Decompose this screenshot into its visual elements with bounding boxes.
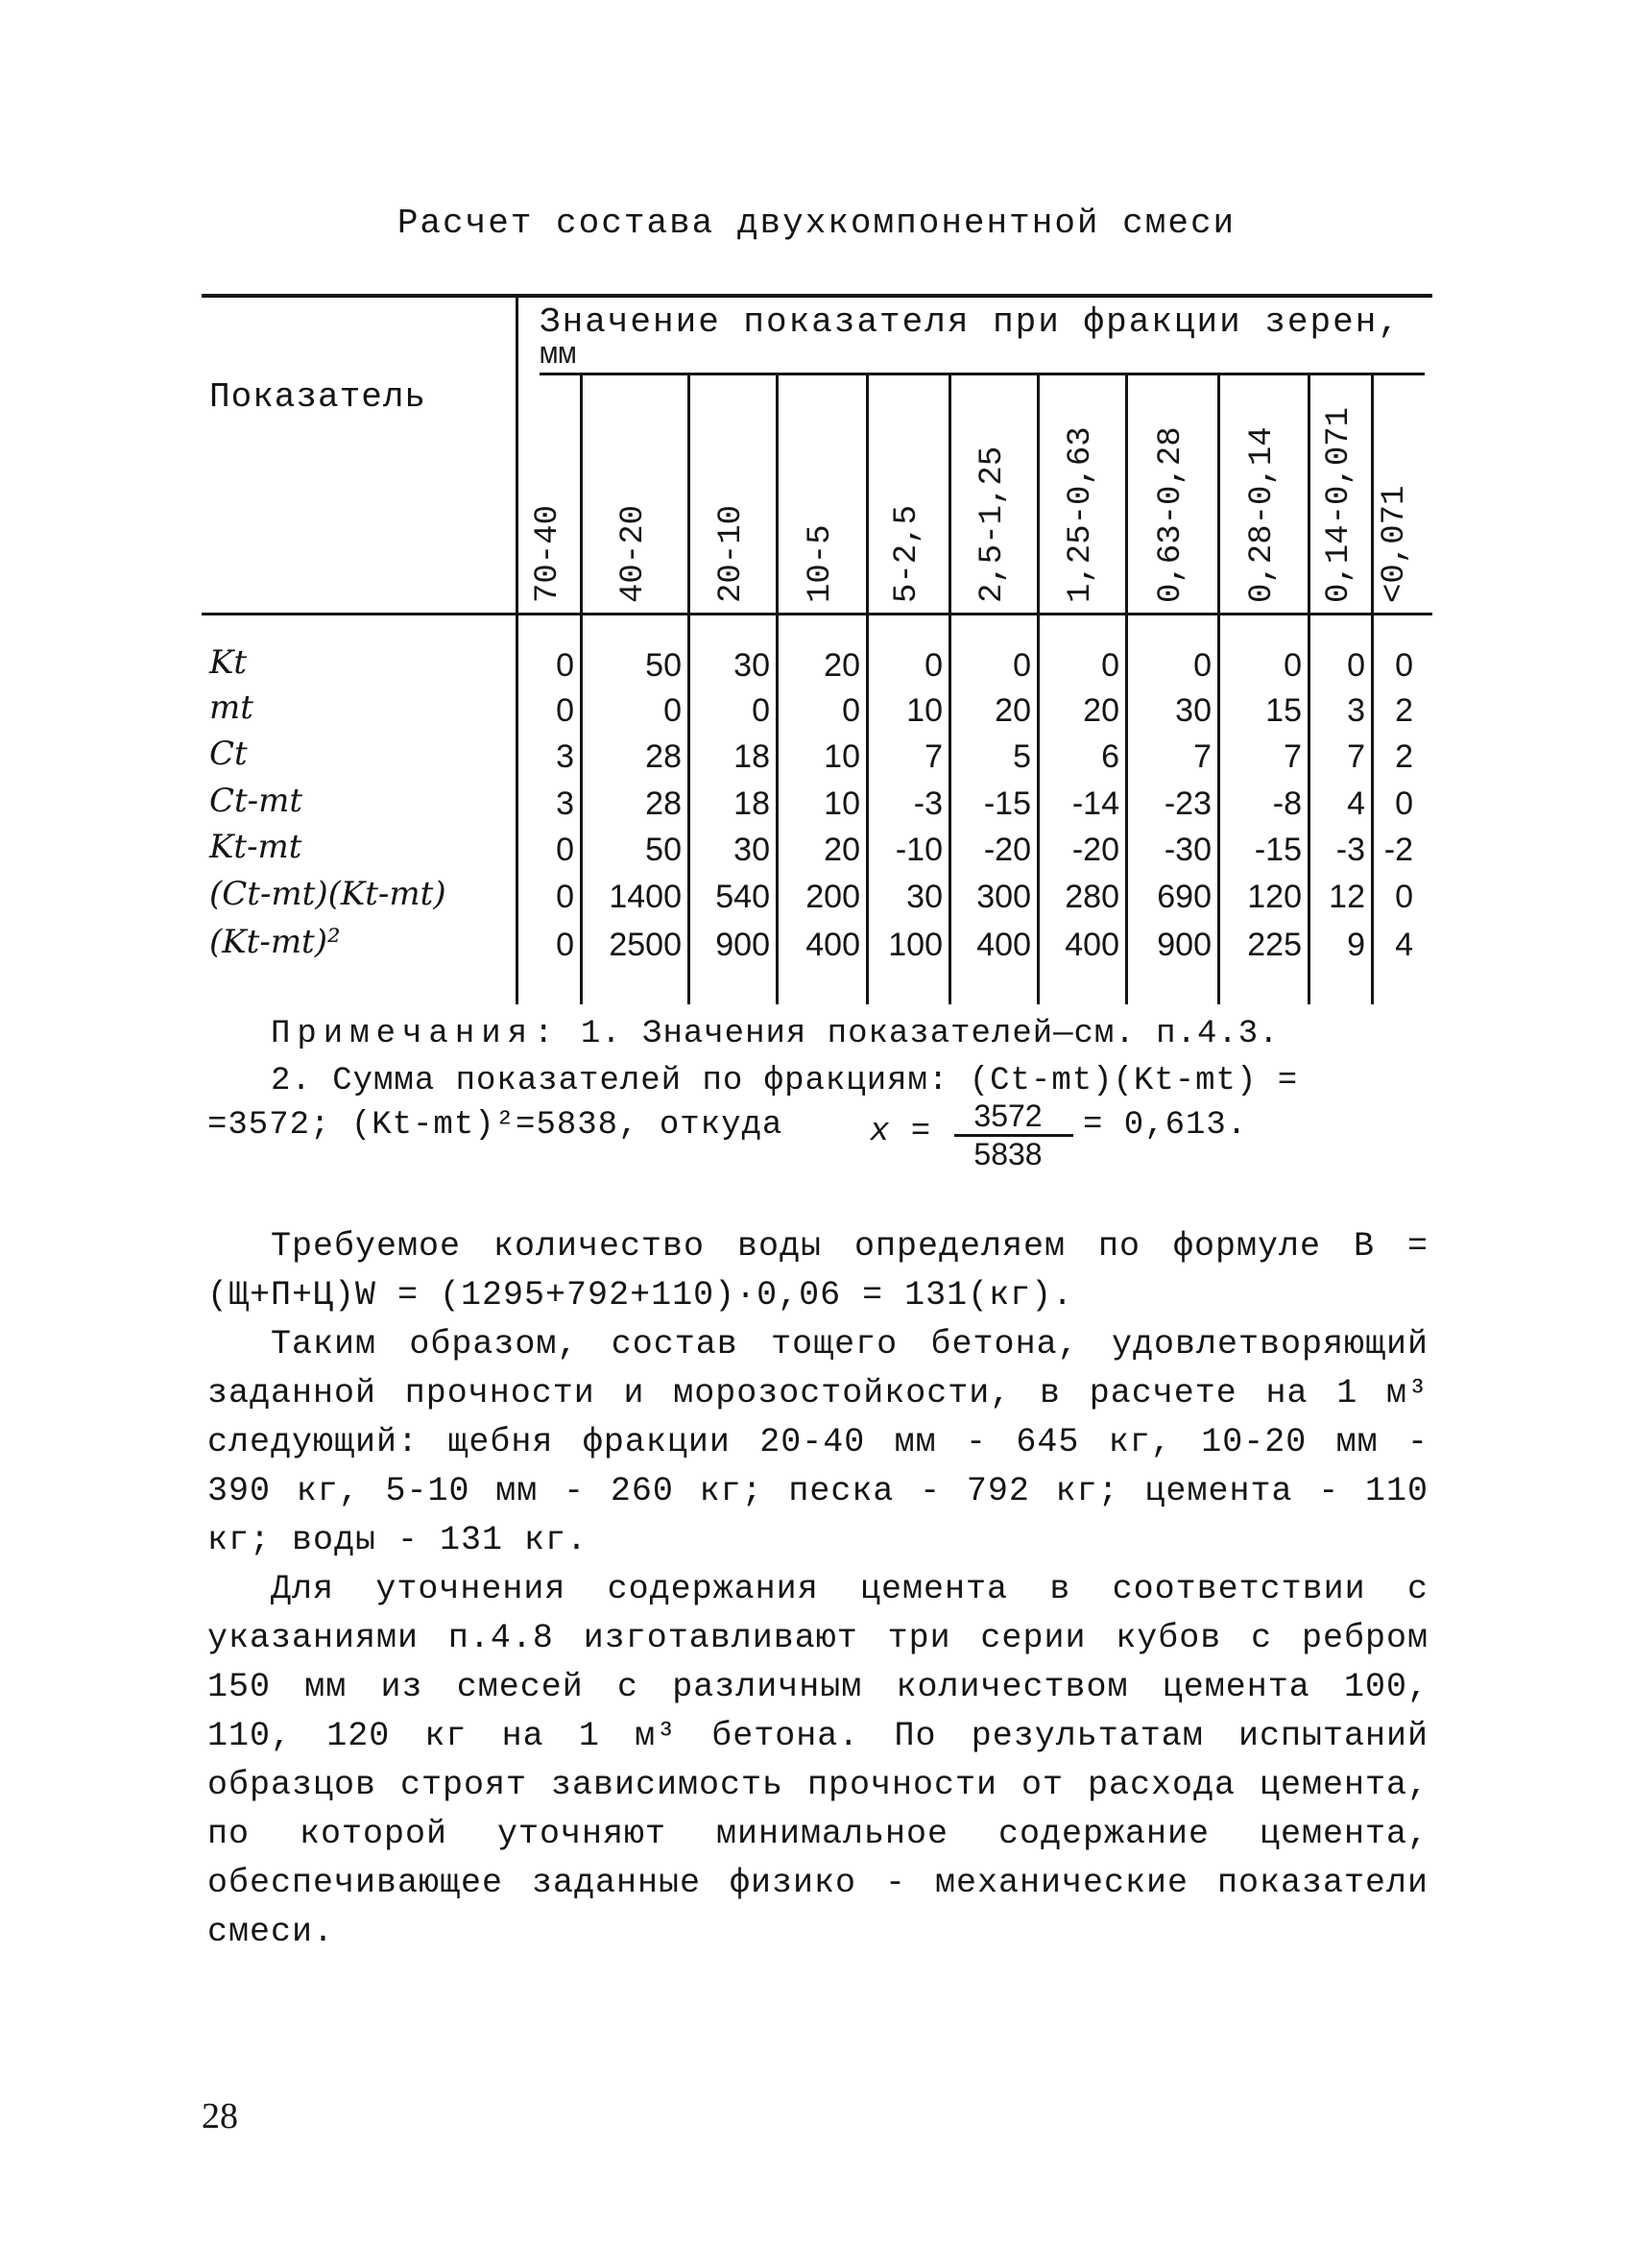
- paragraph-composition: Таким образом, состав тощего бетона, удовлетворяющий заданной прочности и морозостойкости, в расчете на 1 м³ следующий: щебня фракции 20-40 мм - 645 кг, 10-20 мм - 390 кг, 5-10 мм - 260 кг; песка - 792 кг; цемента - 110 кг; воды - 131 кг.: [207, 1325, 1429, 1559]
- row-label: (Ct-mt)(Kt-mt): [209, 875, 446, 913]
- label-column-rule: [516, 294, 518, 1004]
- table-cell: 20: [824, 647, 860, 684]
- composition-table: [0, 0, 1633, 1018]
- column-header: 0,14-0,071: [1321, 406, 1357, 603]
- table-cell: -15: [1254, 832, 1302, 868]
- note-2-line-1: 2. Сумма показателей по фракциям: (Ct-mt)(Kt-mt) =: [271, 1063, 1299, 1099]
- table-cell: 0: [925, 647, 943, 684]
- table-cell: 0: [663, 692, 682, 729]
- column-rule: [687, 374, 690, 1004]
- table-cell: 3: [556, 738, 574, 775]
- table-cell: -3: [1335, 832, 1365, 868]
- table-cell: 10: [824, 785, 860, 822]
- column-header: 10-5: [803, 524, 839, 603]
- value-header: Значение показателя при фракции зерен,: [540, 302, 1401, 342]
- table-cell: 400: [1065, 927, 1119, 963]
- indicator-header: Показатель: [209, 377, 427, 417]
- table-cell: 4: [1347, 785, 1365, 822]
- table-cell: 28: [645, 785, 682, 822]
- table-cell: 0: [1193, 647, 1212, 684]
- column-rule: [1037, 374, 1040, 1004]
- column-rule: [949, 374, 951, 1004]
- table-cell: 30: [1175, 692, 1212, 729]
- table-cell: 5: [1013, 738, 1031, 775]
- table-cell: 20: [995, 692, 1031, 729]
- table-cell: 28: [645, 738, 682, 775]
- table-cell: 20: [824, 832, 860, 868]
- table-cell: 12: [1329, 879, 1365, 915]
- table-cell: 0: [1347, 647, 1365, 684]
- row-label: Kt: [209, 643, 248, 682]
- column-header: 0,28-0,14: [1244, 426, 1281, 603]
- row-label: Kt-mt: [209, 828, 302, 866]
- table-header-bottom-rule: [202, 613, 1432, 615]
- table-cell: 2: [1395, 692, 1413, 729]
- column-rule: [866, 374, 869, 1004]
- table-cell: 0: [752, 692, 770, 729]
- table-cell: 0: [556, 647, 574, 684]
- table-cell: -23: [1164, 785, 1212, 822]
- table-cell: 30: [906, 879, 943, 915]
- row-label: mt: [209, 688, 253, 727]
- table-cell: 18: [733, 785, 770, 822]
- table-cell: 280: [1065, 879, 1119, 915]
- column-rule: [1125, 374, 1128, 1004]
- table-cell: 100: [888, 927, 943, 963]
- formula-denominator: 5838: [973, 1137, 1043, 1171]
- table-cell: 400: [805, 927, 860, 963]
- table-cell: 7: [925, 738, 943, 775]
- column-rule: [1371, 374, 1374, 1004]
- formula-numerator: 3572: [973, 1098, 1043, 1133]
- table-cell: 690: [1157, 879, 1212, 915]
- row-label: (Kt-mt)²: [209, 923, 341, 961]
- table-cell: 9: [1347, 927, 1365, 963]
- table-cell: 0: [1013, 647, 1031, 684]
- column-header: 0,63-0,28: [1153, 426, 1189, 603]
- row-label: Ct-mt: [209, 782, 303, 820]
- table-title: Расчет состава двухкомпонентной смеси: [396, 204, 1237, 243]
- column-rule: [580, 374, 583, 1004]
- table-cell: 18: [733, 738, 770, 775]
- body-text: [207, 1222, 1429, 1957]
- table-cell: 0: [556, 927, 574, 963]
- table-cell: 900: [1157, 927, 1212, 963]
- table-top-rule: [202, 294, 1432, 298]
- table-cell: -30: [1164, 832, 1212, 868]
- column-header: 5-2,5: [889, 504, 925, 603]
- table-cell: 300: [976, 879, 1031, 915]
- table-cell: -14: [1071, 785, 1119, 822]
- page-number: 28: [202, 2096, 238, 2136]
- paragraph-water: Требуемое количество воды определяем по формуле В = (Щ+П+Ц)W = (1295+792+110)·0,06 = 131(кг).: [207, 1227, 1429, 1315]
- table-cell: -20: [983, 832, 1031, 868]
- table-cell: 50: [645, 832, 682, 868]
- table-cell: 10: [906, 692, 943, 729]
- column-header: 20-10: [713, 504, 750, 603]
- table-cell: 120: [1247, 879, 1302, 915]
- table-cell: -15: [983, 785, 1031, 822]
- table-cell: 6: [1101, 738, 1119, 775]
- note-1: 1. Значения показателей—см. п.4.3.: [580, 1016, 1280, 1052]
- table-cell: 400: [976, 927, 1031, 963]
- table-cell: 3: [1347, 692, 1365, 729]
- table-cell: 225: [1247, 927, 1302, 963]
- table-cell: 0: [1395, 785, 1413, 822]
- table-cell: 3: [556, 785, 574, 822]
- table-cell: -2: [1383, 832, 1413, 868]
- column-header: <0,071: [1377, 485, 1413, 603]
- table-cell: 0: [556, 692, 574, 729]
- table-cell: 7: [1193, 738, 1212, 775]
- formula-result: = 0,613.: [1083, 1107, 1248, 1144]
- row-label: Ct: [209, 735, 248, 773]
- table-cell: 50: [645, 647, 682, 684]
- table-cell: 30: [733, 647, 770, 684]
- column-header: 1,25-0,63: [1063, 426, 1099, 603]
- table-cell: -20: [1071, 832, 1119, 868]
- note-2-line-2: =3572; (Kt-mt)²=5838, откуда: [207, 1107, 783, 1144]
- column-rule: [1217, 374, 1220, 1004]
- table-cell: -8: [1272, 785, 1302, 822]
- table-cell: 540: [715, 879, 770, 915]
- table-cell: 2: [1395, 738, 1413, 775]
- column-header: 2,5-1,25: [974, 446, 1011, 603]
- table-cell: 7: [1347, 738, 1365, 775]
- table-cell: 0: [1395, 647, 1413, 684]
- table-cell: 0: [842, 692, 860, 729]
- column-header: 40-20: [615, 504, 652, 603]
- table-cell: 1400: [609, 879, 682, 915]
- notes-heading: Примечания:: [271, 1016, 561, 1052]
- column-rule: [776, 374, 779, 1004]
- column-rule: [1308, 374, 1310, 1004]
- table-cell: 7: [1284, 738, 1302, 775]
- table-cell: 0: [1395, 879, 1413, 915]
- table-cell: 20: [1083, 692, 1119, 729]
- table-cell: -10: [895, 832, 943, 868]
- table-cell: 10: [824, 738, 860, 775]
- note-heading-line: [271, 1016, 1280, 1052]
- table-cell: 4: [1395, 927, 1413, 963]
- table-cell: 900: [715, 927, 770, 963]
- column-header: 70-40: [529, 504, 566, 603]
- table-cell: 0: [1284, 647, 1302, 684]
- formula-var: x =: [870, 1114, 932, 1150]
- table-cell: -3: [913, 785, 943, 822]
- paragraph-cement: Для уточнения содержания цемента в соответствии с указаниями п.4.8 изготавливают три серии кубов с ребром 150 мм из смесей с различным количеством цемента 100, 110, 120 кг на 1 м³ бетона. По результатам испытаний образцов строят зависимость прочности от расхода цемента, по которой уточняют минимальное содержание цемента, обеспечивающее заданные физико - механические показатели смеси.: [207, 1570, 1429, 1951]
- table-cell: 15: [1265, 692, 1302, 729]
- table-cell: 0: [556, 879, 574, 915]
- table-cell: 2500: [609, 927, 682, 963]
- table-cell: 0: [1101, 647, 1119, 684]
- table-header-divider: [540, 373, 1425, 375]
- table-cell: 30: [733, 832, 770, 868]
- unit-header: мм: [540, 337, 577, 373]
- table-cell: 200: [805, 879, 860, 915]
- table-cell: 0: [556, 832, 574, 868]
